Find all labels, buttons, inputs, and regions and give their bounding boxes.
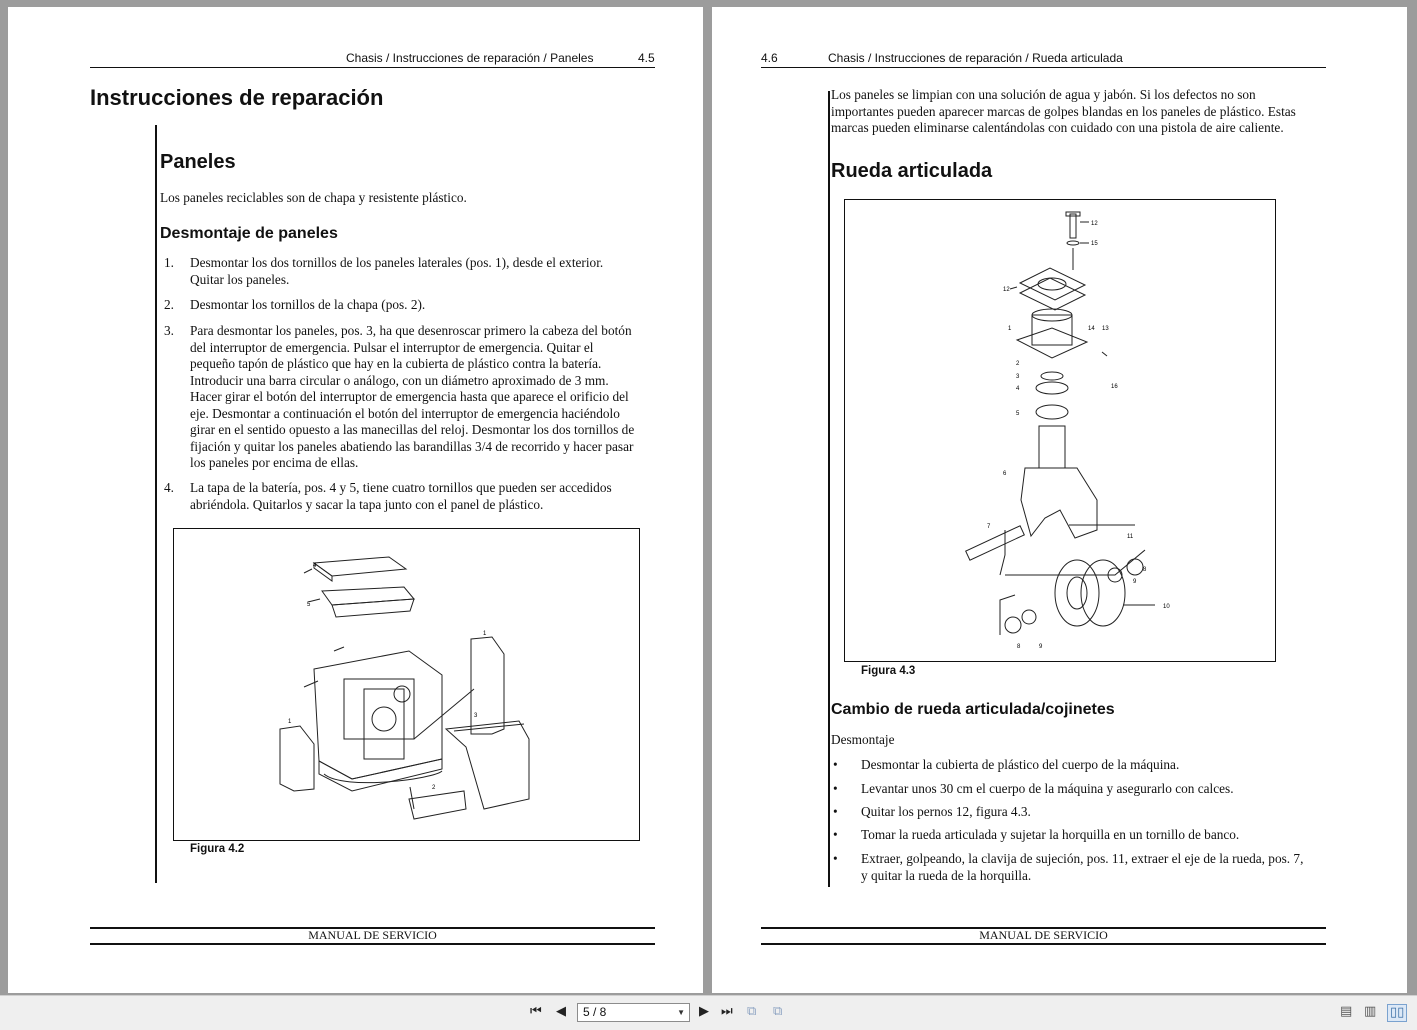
- bottom-plate: [409, 791, 466, 819]
- figure-label: 9: [1133, 579, 1137, 585]
- intro-line: Los paneles se limpian con una solución de agua y jabón. Si los defectos no son: [831, 87, 1256, 102]
- bullet-text-line: Levantar unos 30 cm el cuerpo de la máquina y asegurarlo con calces.: [861, 781, 1234, 796]
- page-number: 4.6: [761, 51, 778, 65]
- change-bar: [155, 125, 157, 883]
- axle-7: [966, 526, 1025, 560]
- figure-label: 3: [1016, 374, 1020, 380]
- panel-exploded-diagram: [174, 529, 639, 840]
- figure-label: 5: [1016, 411, 1020, 417]
- figure-caption: Figura 4.2: [190, 843, 245, 855]
- subsection-title: Desmontaje de paneles: [160, 225, 338, 242]
- figure-label: 9: [1039, 644, 1043, 650]
- figure-label: 13: [1102, 326, 1109, 332]
- running-header-title: Chasis / Instrucciones de reparación / Rueda articulada: [828, 51, 1123, 65]
- section-intro: Los paneles reciclables son de chapa y resistente plástico.: [160, 190, 467, 205]
- fork: [1021, 468, 1097, 538]
- intro-line: importantes pueden aparecer marcas de golpes blandas en los paneles de plástico. Estas: [831, 103, 1296, 119]
- figure-label: 2: [1016, 361, 1020, 367]
- step-text-line: La tapa de la batería, pos. 4 y 5, tiene cuatro tornillos que pueden ser accedidos: [190, 480, 612, 495]
- bullet-icon: •: [833, 827, 838, 842]
- bullet-text-line: Desmontar la cubierta de plástico del cuerpo de la máquina.: [861, 757, 1180, 772]
- document-page-left: [8, 7, 703, 993]
- figure-label: 1: [483, 631, 487, 637]
- first-page-icon[interactable]: ⏮: [530, 1004, 542, 1019]
- step-text-line: Hacer girar el botón del interruptor de emergencia hasta que aparece el orificio del: [190, 389, 629, 404]
- figure-label: 1: [1008, 326, 1012, 332]
- figure-label: 6: [1003, 471, 1007, 477]
- figure-label: 10: [1163, 604, 1170, 610]
- rotate-left-icon[interactable]: ⧉: [747, 1004, 757, 1019]
- bullet-icon: •: [833, 757, 838, 772]
- viewer-toolbar: [0, 995, 1417, 1030]
- step-text-line: eje. Desmontar a continuación el botón del interruptor de emergencia haciéndolo: [190, 405, 620, 421]
- header-rule: [90, 67, 655, 68]
- step-text-line: abriéndola. Quitarlos y sacar la tapa junto con el panel de plástico.: [190, 496, 544, 512]
- page-number: 4.5: [638, 51, 655, 65]
- top-plate: [1020, 268, 1085, 300]
- figure-label: 16: [1111, 384, 1118, 390]
- figure-label: 15: [1091, 241, 1098, 247]
- step-text-line: los paneles por encima de ellas.: [190, 455, 359, 470]
- figure-label: 2: [432, 785, 436, 791]
- step-number: 3.: [164, 323, 174, 338]
- figure-label: 8: [1143, 567, 1147, 573]
- document-page-right: [712, 7, 1407, 993]
- bullet-text-line: Quitar los pernos 12, figura 4.3.: [861, 804, 1031, 819]
- figure-label: 7: [987, 524, 991, 530]
- figure-label: 1: [288, 719, 292, 725]
- step-text-line: Desmontar los tornillos de la chapa (pos. 2).: [190, 297, 426, 312]
- figure-label: 4: [313, 563, 317, 569]
- step-text-line: Quitar los paneles.: [190, 271, 290, 287]
- figure-label: 11: [1127, 534, 1134, 540]
- figure-4-3: [844, 199, 1276, 662]
- footer-rule-bottom: [761, 943, 1326, 945]
- two-page-view-icon[interactable]: ▯▯: [1387, 1004, 1407, 1022]
- footer-text: MANUAL DE SERVICIO: [308, 928, 437, 942]
- step-text-line: del interruptor de emergencia. Pulsar el interruptor de emergencia. Quitar el: [190, 339, 594, 355]
- step-text-line: pequeño tapón de plástico que hay en la cubierta de plástico contra la batería.: [190, 356, 602, 371]
- rotate-right-icon[interactable]: ⧉: [773, 1004, 783, 1019]
- section-title: Rueda articulada: [831, 160, 993, 182]
- bullet-text-line: y quitar la rueda de la horquilla.: [861, 867, 1032, 883]
- sub-label: Desmontaje: [831, 732, 895, 747]
- chapter-title: Instrucciones de reparación: [90, 85, 384, 110]
- step-text-line: girar en el sentido opuesto a las manecillas del reloj. Desmontar los dos tornillos de: [190, 422, 635, 437]
- prev-page-icon[interactable]: ◀: [556, 1004, 566, 1019]
- side-panel-left: [280, 726, 314, 791]
- figure-label: 5: [307, 602, 311, 608]
- footer-rule-bottom: [90, 943, 655, 945]
- continuous-view-icon[interactable]: ▥: [1364, 1004, 1377, 1019]
- step-text-line: Desmontar los dos tornillos de los paneles laterales (pos. 1), desde el exterior.: [190, 255, 604, 270]
- figure-label: 8: [1017, 644, 1021, 650]
- subsection-title: Cambio de rueda articulada/cojinetes: [831, 701, 1115, 718]
- bullet-icon: •: [833, 804, 838, 819]
- figure-label: 4: [1016, 386, 1020, 392]
- bullet-text-line: Extraer, golpeando, la clavija de sujeción, pos. 11, extraer el eje de la rueda, pos. 7,: [861, 851, 1304, 866]
- footer-text: MANUAL DE SERVICIO: [979, 928, 1108, 942]
- header-rule: [761, 67, 1326, 68]
- wheel: [1055, 560, 1099, 626]
- figure-label: 3: [474, 713, 478, 719]
- page-number-select[interactable]: [577, 1003, 690, 1022]
- figure-caption: Figura 4.3: [861, 665, 916, 677]
- step-number: 1.: [164, 255, 174, 270]
- bolt-12: [1070, 214, 1076, 238]
- step-number: 2.: [164, 297, 174, 312]
- caster-wheel-exploded-diagram: [845, 200, 1275, 661]
- last-page-icon[interactable]: ⏭: [721, 1004, 733, 1019]
- bullet-text-line: Tomar la rueda articulada y sujetar la horquilla en un tornillo de banco.: [861, 827, 1240, 842]
- figure-4-2: [173, 528, 640, 841]
- step-text-line: fijación y quitar los paneles abatiendo las barandillas 3/4 de recorrido y hacer pasar: [190, 438, 634, 454]
- step-text-line: Para desmontar los paneles, pos. 3, ha que desenroscar primero la cabeza del botón: [190, 323, 632, 338]
- step-number: 4.: [164, 480, 174, 495]
- page-indicator: 5 / 8: [583, 1005, 607, 1019]
- chevron-down-icon: ▼: [677, 1008, 685, 1017]
- change-bar: [828, 91, 830, 887]
- side-panel-right: [471, 637, 504, 734]
- running-header-title: Chasis / Instrucciones de reparación / Paneles: [346, 51, 594, 65]
- next-page-icon[interactable]: ▶: [699, 1004, 709, 1019]
- chassis-body: [314, 651, 442, 779]
- bullet-icon: •: [833, 851, 838, 866]
- figure-label: 14: [1088, 326, 1095, 332]
- figure-label: 12: [1091, 221, 1098, 227]
- single-page-view-icon[interactable]: ▤: [1340, 1004, 1353, 1019]
- bullet-icon: •: [833, 781, 838, 796]
- section-title: Paneles: [160, 151, 236, 173]
- intro-line: marcas pueden eliminarse calentándolas con cuidado con una pistola de aire caliente.: [831, 120, 1284, 135]
- step-text-line: Introducir una barra circular o análogo, con un diámetro aproximado de 3 mm.: [190, 372, 609, 388]
- figure-label: 12: [1003, 287, 1010, 293]
